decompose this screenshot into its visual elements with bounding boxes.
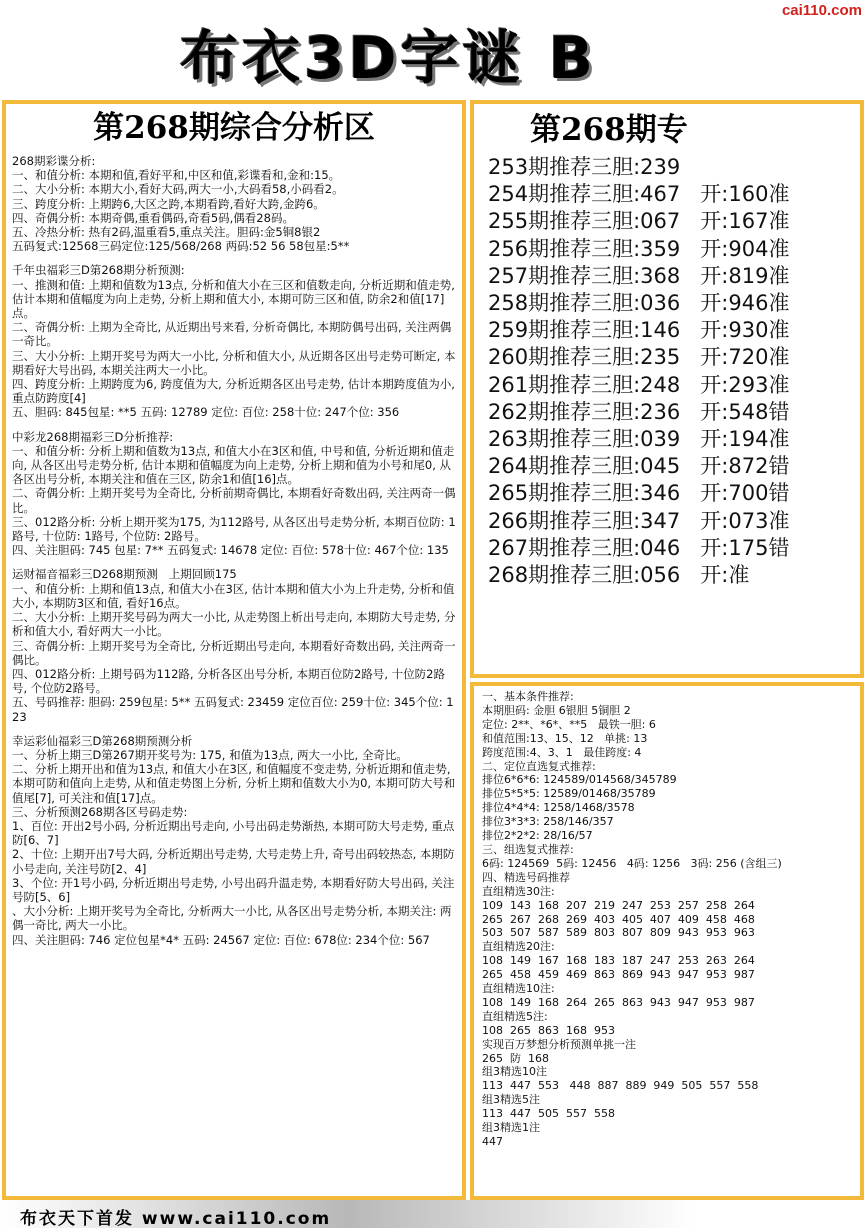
recommend-result: 准 — [768, 372, 790, 397]
analysis-line: 一、推测和值: 上期和值数为13点, 分析和值大小在三区和值数走向, 分析近期和值走势, 估计本期和值幅度为向上走势, 分析上期和值大小, 本期可防三区和值, 防余2和值[17]点。 — [12, 277, 459, 321]
condition-line: 108 149 167 168 183 187 247 253 263 264 — [482, 954, 755, 968]
recommend-issue: 256期推荐三胆 — [488, 236, 634, 261]
recommend-dan: :467 — [633, 182, 681, 207]
recommend-row — [488, 317, 860, 344]
condition-line: 定位: 2**、*6*、**5 最铁一胆: 6 — [482, 717, 656, 731]
recommend-dan: :239 — [633, 155, 681, 179]
condition-line: 排位3*3*3: 258/146/357 — [482, 815, 614, 829]
condition-line: 排位5*5*5: 12589/01468/35789 — [482, 787, 656, 801]
analysis-block — [6, 430, 462, 558]
recommend-issue: 255期推荐三胆 — [488, 209, 634, 234]
condition-line: 265 267 268 269 403 405 407 409 458 468 — [482, 912, 755, 926]
analysis-line: 四、关注胆码: 745 包星: 7** 五码复式: 14678 定位: 百位: 578十位: 467个位: 135 — [12, 543, 449, 558]
analysis-line: 一、分析上期三D第267期开奖号为: 175, 和值为13点, 两大一小比, 全奇比。 — [12, 747, 408, 762]
condition-line: 一、基本条件推荐: — [482, 690, 574, 703]
analysis-line: 四、关注胆码: 746 定位包星*4* 五码: 24567 定位: 百位: 678位: 234个位: 567 — [12, 932, 430, 947]
recommend-open-label: 开: — [680, 345, 729, 370]
recommend-open-label: 开: — [680, 563, 729, 588]
recommend-open-number: 293 — [728, 372, 769, 397]
analysis-line: 五、号码推荐: 胆码: 259包星: 5** 五码复式: 23459 定位百位: 259十位: 345个位: 123 — [12, 695, 454, 724]
recommend-panel — [470, 100, 864, 678]
recommend-dan: :056 — [633, 563, 681, 588]
condition-line: 直组精选20注: — [482, 940, 555, 954]
recommend-row — [488, 290, 860, 317]
analysis-line: 一、和值分析: 分析上期和值数为13点, 和值大小在3区和值, 中号和值, 分析近期和值走向, 从各区出号走势分析, 估计本期和值幅度为向上走势, 分析上期和值为小号和尾0, 从各区出号分析, 本期关注和值在三区, 防余1和值[16]点。 — [12, 443, 455, 487]
recommend-open-number: 904 — [728, 236, 769, 261]
analysis-line: 三、012路分析: 分析上期开奖为175, 为112路号, 从各区出号走势分析, 本期百位防: 1路号, 十位防: 1路号, 个位防: 2路号。 — [12, 514, 456, 544]
recommend-result: 准 — [768, 236, 790, 261]
recommend-issue: 257期推荐三胆 — [488, 263, 634, 288]
recommend-row — [488, 372, 860, 399]
recommend-open-label: 开: — [680, 508, 729, 533]
recommend-open-label: 开: — [680, 263, 729, 288]
recommend-issue: 253期推荐三胆 — [488, 155, 634, 179]
recommend-open-number: 872 — [728, 454, 769, 479]
condition-line: 直组精选30注: — [482, 884, 555, 898]
recommend-row — [488, 480, 860, 507]
recommend-open-number: 720 — [728, 345, 769, 370]
recommend-open-label: 开: — [680, 236, 729, 261]
recommend-row — [488, 535, 860, 562]
condition-line: 109 143 168 207 219 247 253 257 258 264 — [482, 898, 755, 912]
recommend-row — [488, 426, 860, 453]
recommend-row — [488, 208, 860, 235]
left-analysis-panel — [2, 100, 466, 1200]
recommend-open-label: 开: — [680, 535, 729, 560]
recommend-open-number: 946 — [728, 291, 769, 316]
analysis-line: 五码复式:12568三码定位:125/568/268 两码:52 56 58包星:5** — [12, 239, 350, 254]
analysis-line: 五、胆码: 845包星: **5 五码: 12789 定位: 百位: 258十位: 247个位: 356 — [12, 405, 400, 420]
recommend-open-number: 073 — [728, 508, 769, 533]
recommend-issue: 264期推荐三胆 — [488, 454, 634, 479]
recommend-dan: :346 — [633, 481, 681, 506]
banner-title: 布衣3D字谜 B — [180, 24, 597, 92]
recommend-result: 准 — [768, 345, 790, 370]
condition-line: 直组精选5注: — [482, 1009, 548, 1023]
recommend-row — [488, 181, 860, 208]
recommend-dan: :067 — [633, 209, 681, 234]
recommend-open-label: 开: — [680, 291, 729, 316]
recommend-row — [488, 508, 860, 535]
recommend-result: 准 — [768, 291, 790, 316]
condition-line: 直组精选10注: — [482, 982, 555, 996]
recommend-dan: :347 — [633, 508, 681, 533]
condition-line: 和值范围:13、15、12 单挑: 13 — [482, 731, 648, 745]
recommend-row — [488, 562, 860, 589]
analysis-line: 四、奇偶分析: 本期奇偶,重看偶码,奇看5码,偶看28码。 — [12, 210, 294, 225]
recommend-dan: :235 — [633, 345, 681, 370]
analysis-line: 三、分析预测268期各区号码走势: — [12, 804, 188, 819]
recommend-row — [488, 236, 860, 263]
condition-line: 排位4*4*4: 1258/1468/3578 — [482, 801, 635, 815]
recommend-dan: :236 — [633, 399, 681, 424]
recommend-open-label: 开: — [680, 318, 729, 343]
recommend-panel-title: 第268期专 — [530, 112, 688, 148]
recommend-result: 错 — [768, 481, 790, 506]
recommend-issue: 261期推荐三胆 — [488, 372, 634, 397]
recommend-result: 准 — [768, 508, 790, 533]
recommend-result: 准 — [768, 427, 790, 452]
recommend-open-label: 开: — [680, 399, 729, 424]
recommend-issue: 262期推荐三胆 — [488, 399, 634, 424]
analysis-block-heading: 幸运彩仙福彩三D第268期预测分析 — [12, 733, 193, 748]
recommend-open-number: 160 — [728, 182, 769, 207]
recommend-row — [488, 154, 860, 181]
analysis-block — [6, 154, 462, 253]
recommend-open-number: 548 — [728, 399, 769, 424]
condition-line: 本期胆码: 金胆 6银胆 5铜胆 2 — [482, 703, 631, 717]
analysis-line: 二、奇偶分析: 上期开奖号为全奇比, 分析前期奇偶比, 本期看好奇数出码, 关注两奇一偶比。 — [12, 486, 456, 515]
condition-line: 二、定位直选复式推荐: — [482, 759, 596, 773]
recommend-open-label: 开: — [680, 372, 729, 397]
recommend-open-number: 175 — [728, 535, 769, 560]
recommend-open-number: 819 — [728, 263, 769, 288]
condition-line: 三、组选复式推荐: — [482, 842, 574, 856]
recommend-issue: 259期推荐三胆 — [488, 318, 634, 343]
recommend-open-number: 930 — [728, 318, 769, 343]
condition-line: 实现百万梦想分析预测单挑一注 — [482, 1037, 636, 1051]
recommend-open-label: 开: — [680, 481, 729, 506]
recommend-result: 准 — [768, 318, 790, 343]
condition-line: 跨度范围:4、3、1 最佳跨度: 4 — [482, 745, 642, 759]
footer-text: 布衣天下首发 www.cai110.com — [20, 1209, 332, 1229]
recommend-issue: 267期推荐三胆 — [488, 535, 634, 560]
recommend-issue: 258期推荐三胆 — [488, 291, 634, 316]
recommend-result: 准 — [768, 263, 790, 288]
recommend-dan: :045 — [633, 454, 681, 479]
analysis-block — [6, 734, 462, 947]
condition-line: 265 防 168 — [482, 1051, 549, 1065]
condition-line: 组3精选10注 — [482, 1065, 547, 1079]
recommend-dan: :248 — [633, 372, 681, 397]
analysis-line: 二、大小分析: 上期开奖号码为两大一小比, 从走势图上析出号走向, 本期防大号走势, 分析和值大小, 看好两大一小比。 — [12, 610, 456, 639]
recommend-row — [488, 453, 860, 480]
analysis-line: 一、和值分析: 本期和值,看好平和,中区和值,彩谍看和,金和:15。 — [12, 168, 341, 183]
recommend-dan: :046 — [633, 535, 681, 560]
recommend-dan: :359 — [633, 236, 681, 261]
analysis-line: 二、分析上期开出和值为13点, 和值大小在3区, 和值幅度不变走势, 分析近期和值走势, 本期可防和值向上走势, 从和值走势图上分析, 分析上期和值数大小为0, 本期可防大号和值尾[7], 可关注和值[17]点。 — [12, 762, 456, 805]
analysis-line: 五、冷热分析: 热有2码,温重看5,重点关注。胆码:金5铜8银2 — [12, 225, 321, 240]
analysis-block-heading: 千年虫福彩三D第268期分析预测: — [12, 263, 185, 278]
recommend-row — [488, 263, 860, 290]
recommend-open-number: 700 — [728, 481, 769, 506]
recommend-issue: 260期推荐三胆 — [488, 345, 634, 370]
condition-line: 组3精选5注 — [482, 1093, 540, 1107]
recommend-result: 错 — [768, 454, 790, 479]
condition-line: 排位6*6*6: 124589/014568/345789 — [482, 773, 677, 787]
recommend-open-label: 开: — [680, 454, 729, 479]
left-panel-title: 第268期综合分析区 — [93, 110, 375, 146]
condition-panel — [470, 682, 864, 1200]
condition-line: 108 149 168 264 265 863 943 947 953 987 — [482, 995, 755, 1009]
analysis-line: 2、十位: 上期开出7号大码, 分析近期出号走势, 大号走势上升, 奇号出码较热态, 本期防小号走向, 关注号防[2、4] — [12, 847, 455, 876]
analysis-line: 三、大小分析: 上期开奖号为两大一小比, 分析和值大小, 从近期各区出号走势可断定, 本期看好大号出码, 本期关注两大一小比。 — [12, 348, 456, 377]
condition-lines — [474, 686, 860, 1149]
condition-line: 113 447 505 557 558 — [482, 1107, 615, 1121]
recommend-dan: :036 — [633, 291, 681, 316]
site-tag: cai110.com — [781, 2, 862, 19]
recommend-open-number: 167 — [728, 209, 769, 234]
recommend-row — [488, 399, 860, 426]
recommend-open-label: 开: — [680, 427, 729, 452]
recommend-issue: 263期推荐三胆 — [488, 427, 634, 452]
recommend-result: 错 — [768, 399, 790, 424]
condition-line: 四、精选号码推荐 — [482, 870, 570, 884]
analysis-line: 四、跨度分析: 上期跨度为6, 跨度值为大, 分析近期各区出号走势, 估计本期跨度值为小, 重点防跨度[4] — [12, 377, 459, 406]
analysis-line: 3、个位: 开1号小码, 分析近期出号走势, 小号出码升温走势, 本期看好防大号出码, 关注号防[5、6] — [12, 875, 455, 904]
analysis-line: 三、跨度分析: 上期跨6,大区之跨,本期看跨,看好大跨,金跨6。 — [12, 196, 325, 211]
recommend-open-number: 194 — [728, 427, 769, 452]
analysis-block — [6, 567, 462, 723]
analysis-block-heading: 268期彩谍分析: — [12, 154, 96, 168]
condition-line: 108 265 863 168 953 — [482, 1023, 615, 1037]
analysis-line: 一、和值分析: 上期和值13点, 和值大小在3区, 估计本期和值大小为上升走势, 分析和值大小, 本期防3区和值, 看好16点。 — [12, 581, 455, 610]
recommend-open-label: 开: — [680, 209, 729, 234]
analysis-line: 四、012路分析: 上期号码为112路, 分析各区出号分析, 本期百位防2路号, 十位防2路号, 个位防2路号。 — [12, 666, 445, 696]
condition-line: 503 507 587 589 803 807 809 943 953 963 — [482, 926, 755, 940]
recommend-list — [474, 154, 860, 589]
recommend-issue: 268期推荐三胆 — [488, 563, 634, 588]
recommend-issue: 254期推荐三胆 — [488, 182, 634, 207]
recommend-open-label: 开: — [680, 182, 729, 207]
recommend-dan: :146 — [633, 318, 681, 343]
recommend-result: 错 — [768, 535, 790, 560]
recommend-result: 准 — [728, 563, 750, 588]
recommend-row — [488, 344, 860, 371]
analysis-line: 、大小分析: 上期开奖号为全奇比, 分析两大一小比, 从各区出号走势分析, 本期关注: 两偶一奇比, 两大一小比。 — [12, 904, 452, 933]
analysis-block-heading: 运财福音福彩三D268期预测 上期回顾175 — [12, 567, 237, 582]
condition-line: 113 447 553 448 887 889 949 505 557 558 — [482, 1079, 759, 1093]
analysis-block-heading: 中彩龙268期福彩三D分析推荐: — [12, 429, 174, 444]
recommend-result: 准 — [768, 182, 790, 207]
condition-line: 排位2*2*2: 28/16/57 — [482, 829, 593, 843]
recommend-issue: 265期推荐三胆 — [488, 481, 634, 506]
recommend-dan: :039 — [633, 427, 681, 452]
analysis-line: 二、奇偶分析: 上期为全奇比, 从近期出号来看, 分析奇偶比, 本期防偶号出码, 关注两偶一奇比。 — [12, 320, 452, 349]
analysis-line: 二、大小分析: 本期大小,看好大码,两大一小,大码看58,小码看2。 — [12, 182, 344, 197]
analysis-block — [6, 263, 462, 419]
analysis-line: 三、奇偶分析: 上期开奖号为全奇比, 分析近期出号走向, 本期看好奇数出码, 关注两奇一偶比。 — [12, 638, 456, 667]
condition-line: 组3精选1注 — [482, 1121, 540, 1135]
recommend-result: 准 — [768, 209, 790, 234]
recommend-dan: :368 — [633, 263, 681, 288]
condition-line: 6码: 124569 5码: 12456 4码: 1256 3码: 256 (含组三) — [482, 856, 782, 870]
condition-line: 265 458 459 469 863 869 943 947 953 987 — [482, 968, 755, 982]
condition-line: 447 — [482, 1135, 503, 1148]
recommend-issue: 266期推荐三胆 — [488, 508, 634, 533]
left-analysis-blocks — [6, 154, 462, 947]
analysis-line: 1、百位: 开出2号小码, 分析近期出号走向, 小号出码走势渐热, 本期可防大号走势, 重点防[6、7] — [12, 818, 455, 848]
